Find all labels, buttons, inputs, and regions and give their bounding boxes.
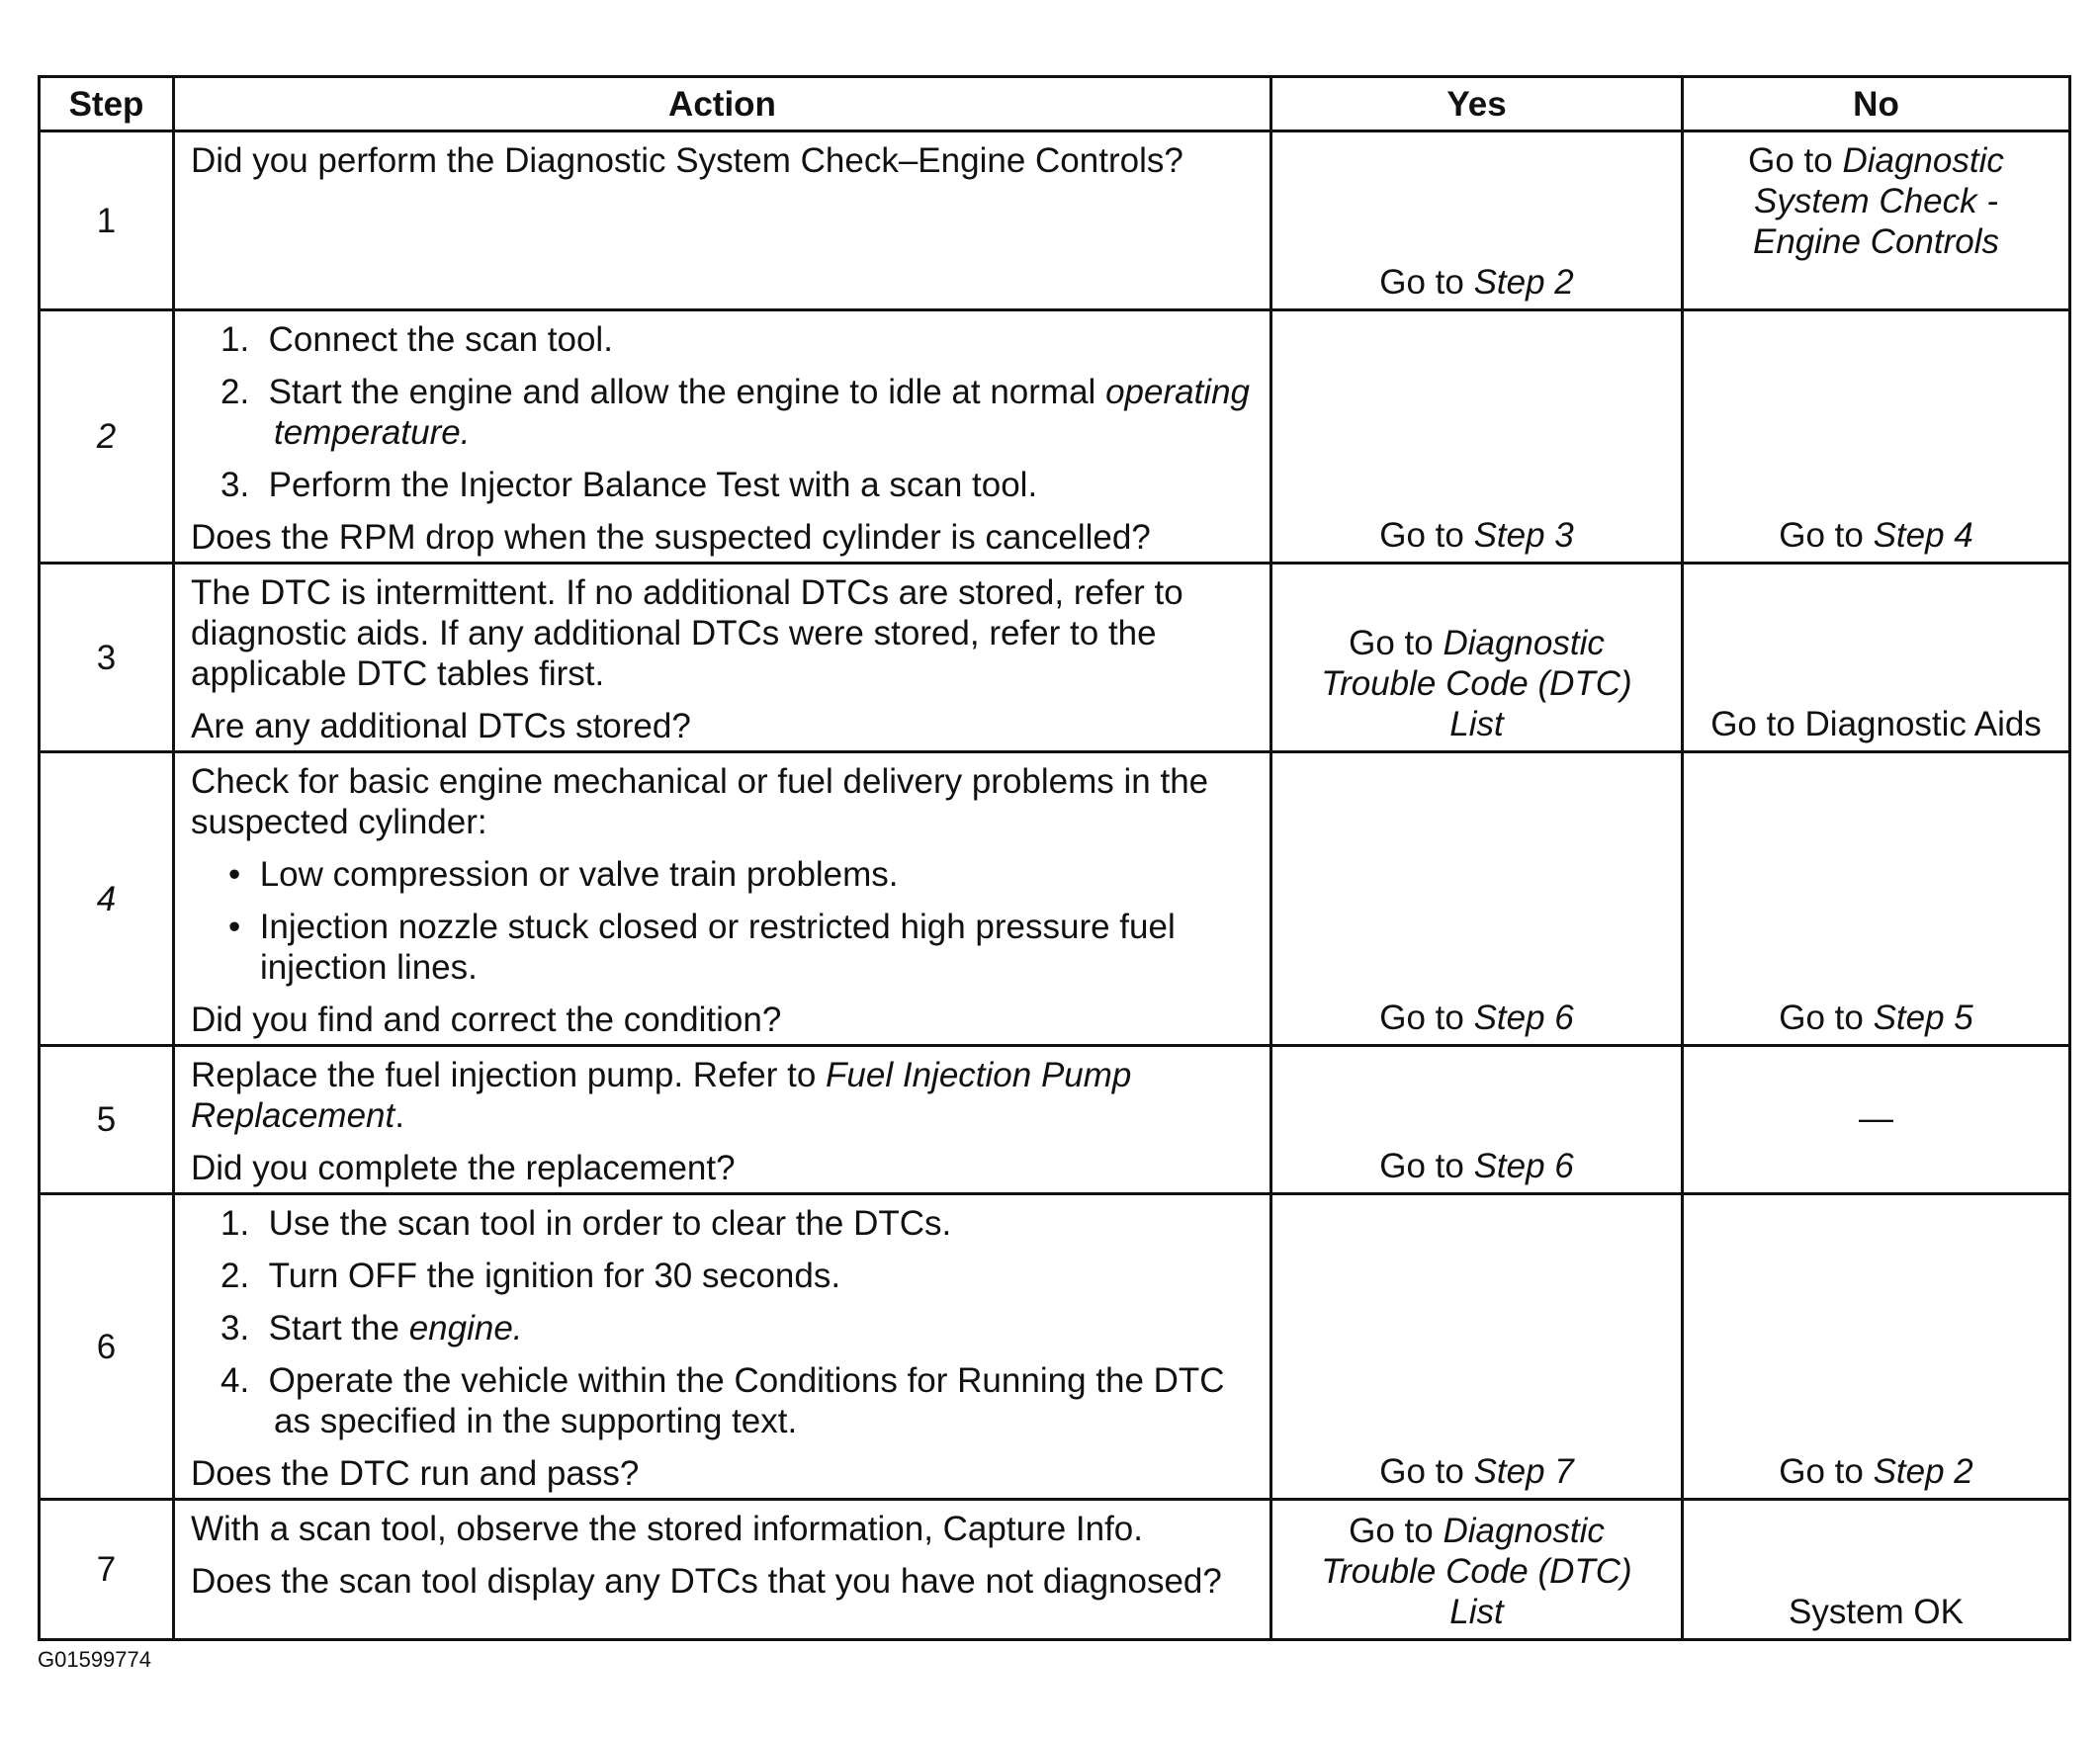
action-cell <box>174 1194 1271 1500</box>
action-cell <box>174 310 1271 564</box>
yes-cell <box>1271 752 1683 1046</box>
no-prefix: Go to <box>1779 516 1864 555</box>
action-item: 3. Perform the Injector Balance Test with a scan tool. <box>220 466 1038 504</box>
action-question: Did you find and correct the condition? <box>191 1000 782 1039</box>
action-item: 2. Turn OFF the ignition for 30 seconds. <box>220 1257 841 1295</box>
step-number: 6 <box>40 1194 174 1500</box>
action-bullet: • Low compression or valve train problems. <box>228 855 899 894</box>
no-link: Step 4 <box>1873 516 1973 555</box>
yes-link: Step 6 <box>1473 999 1574 1037</box>
yes-prefix: Go to <box>1379 263 1464 302</box>
yes-cell <box>1271 131 1683 310</box>
no-prefix: Go to <box>1779 1452 1864 1491</box>
yes-cell <box>1271 1046 1683 1194</box>
table-row <box>40 1046 2070 1194</box>
yes-link: Diagnostic <box>1443 624 1605 662</box>
table-header-row <box>40 77 2070 131</box>
action-paragraph: Check for basic engine mechanical or fuel delivery problems in the suspected cylinder: <box>191 762 1209 841</box>
action-paragraph: With a scan tool, observe the stored information, Capture Info. <box>191 1510 1143 1548</box>
no-prefix: Go to <box>1779 999 1864 1037</box>
no-cell <box>1683 1194 2070 1500</box>
action-paragraph: Replace the fuel injection pump. Refer to Fuel Injection Pump Replacement. <box>191 1056 1132 1135</box>
no-cell <box>1683 131 2070 310</box>
yes-cell <box>1271 564 1683 752</box>
action-cell <box>174 1046 1271 1194</box>
step-number: 1 <box>40 131 174 310</box>
yes-link-line-3: List <box>1449 1593 1504 1631</box>
action-question: Are any additional DTCs stored? <box>191 707 691 745</box>
no-link: Diagnostic <box>1842 141 2004 180</box>
yes-link: Diagnostic <box>1443 1512 1605 1550</box>
step-number: 7 <box>40 1500 174 1640</box>
yes-prefix: Go to <box>1379 516 1464 555</box>
action-cell <box>174 564 1271 752</box>
action-paragraph: The DTC is intermittent. If no additional DTCs are stored, refer to diagnostic aids. If any additional DTCs were stored, refer to the applicable DTC tables first. <box>191 573 1183 693</box>
header-action: Action <box>174 77 1271 131</box>
yes-link-line-2: Trouble Code (DTC) <box>1321 664 1632 703</box>
table-row <box>40 1194 2070 1500</box>
yes-link-line-2: Trouble Code (DTC) <box>1321 1552 1632 1591</box>
yes-cell <box>1271 310 1683 564</box>
yes-cell <box>1271 1500 1683 1640</box>
yes-link: Step 6 <box>1473 1147 1574 1185</box>
action-item: 1. Connect the scan tool. <box>220 320 613 359</box>
yes-prefix: Go to <box>1379 1147 1464 1185</box>
action-item: 1. Use the scan tool in order to clear the DTCs. <box>220 1204 952 1243</box>
no-link: Step 2 <box>1873 1452 1973 1491</box>
action-item: 2. Start the engine and allow the engine to idle at normal operating temperature. <box>220 373 1251 452</box>
no-cell <box>1683 310 2070 564</box>
yes-cell <box>1271 1194 1683 1500</box>
header-no: No <box>1683 77 2070 131</box>
table-row <box>40 1500 2070 1640</box>
no-link: Step 5 <box>1873 999 1973 1037</box>
yes-link: Step 7 <box>1473 1452 1574 1491</box>
action-question: Does the DTC run and pass? <box>191 1454 640 1493</box>
yes-prefix: Go to <box>1349 1512 1434 1550</box>
table-row <box>40 752 2070 1046</box>
no-cell: System OK <box>1683 1500 2070 1640</box>
yes-link: Step 3 <box>1473 516 1574 555</box>
no-cell: — <box>1683 1046 2070 1194</box>
step-number: 3 <box>40 564 174 752</box>
table-row <box>40 564 2070 752</box>
diagnostic-table <box>38 75 2071 1641</box>
action-item: 4. Operate the vehicle within the Conditions for Running the DTC as specified in the supporting text. <box>220 1361 1225 1440</box>
no-link-line-3: Engine Controls <box>1752 222 2000 261</box>
yes-prefix: Go to <box>1379 1452 1464 1491</box>
action-question: Did you complete the replacement? <box>191 1149 736 1187</box>
action-cell <box>174 752 1271 1046</box>
yes-prefix: Go to <box>1349 624 1434 662</box>
yes-link-line-3: List <box>1449 705 1504 743</box>
table-row <box>40 131 2070 310</box>
action-question: Did you perform the Diagnostic System Check–Engine Controls? <box>191 141 1183 180</box>
header-step: Step <box>40 77 174 131</box>
yes-prefix: Go to <box>1379 999 1464 1037</box>
action-cell <box>174 1500 1271 1640</box>
action-bullet: • Injection nozzle stuck closed or restricted high pressure fuel injection lines. <box>228 908 1176 987</box>
step-number: 5 <box>40 1046 174 1194</box>
table-row <box>40 310 2070 564</box>
action-cell <box>174 131 1271 310</box>
action-question: Does the scan tool display any DTCs that you have not diagnosed? <box>191 1562 1222 1601</box>
no-cell <box>1683 752 2070 1046</box>
no-prefix: Go to <box>1748 141 1833 180</box>
figure-id: G01599774 <box>38 1647 151 1672</box>
yes-link: Step 2 <box>1473 263 1574 302</box>
no-cell: Go to Diagnostic Aids <box>1683 564 2070 752</box>
action-item: 3. Start the engine. <box>220 1309 523 1348</box>
step-number: 4 <box>40 752 174 1046</box>
step-number: 2 <box>40 310 174 564</box>
header-yes: Yes <box>1271 77 1683 131</box>
action-question: Does the RPM drop when the suspected cylinder is cancelled? <box>191 518 1151 557</box>
no-link-line-2: System Check - <box>1754 182 1998 220</box>
